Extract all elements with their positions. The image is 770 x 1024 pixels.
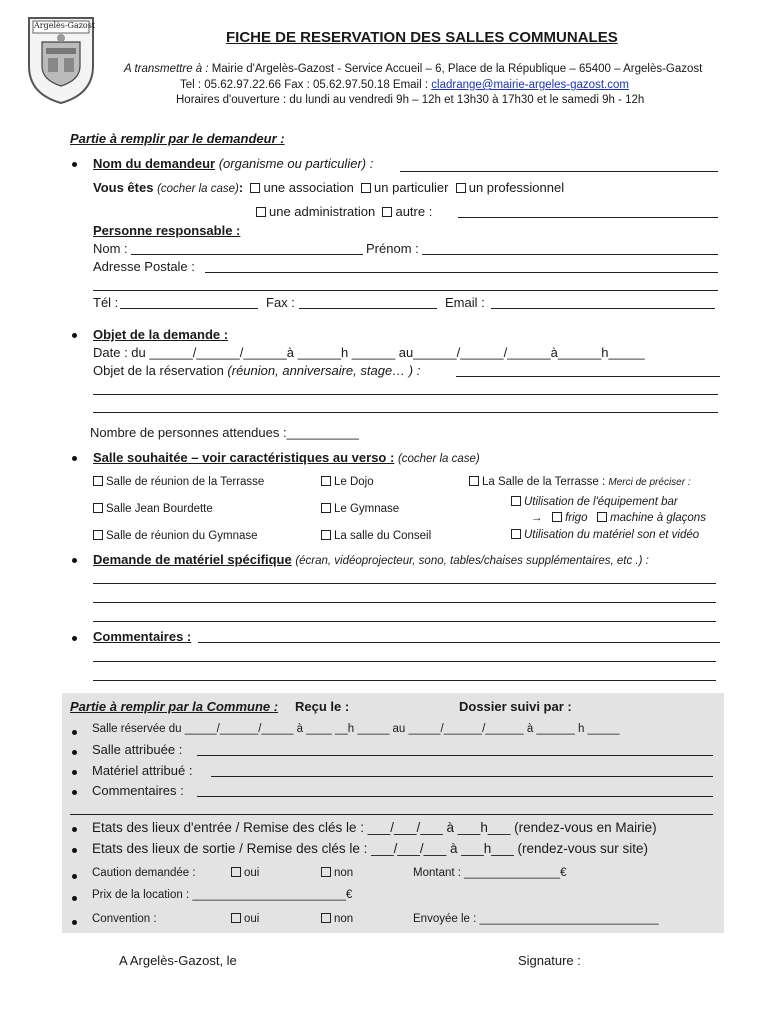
etat-sortie[interactable]: Etats des lieux de sortie / Remise des clés le : ___/___/___ à ___h___ (rendez-vous sur site) bbox=[92, 841, 649, 856]
date-line[interactable]: Date : du ______/______/______à ______h ______ au______/______/______à______h_____ bbox=[93, 345, 645, 360]
bullet bbox=[72, 770, 77, 775]
room-dojo bbox=[321, 476, 374, 488]
bullet bbox=[72, 636, 77, 641]
envoyee-le[interactable]: Envoyée le : ____________________________ bbox=[413, 913, 659, 925]
option-bar bbox=[511, 496, 678, 508]
salle-attribuee-label: Salle attribuée : bbox=[92, 742, 183, 757]
room-gymnase bbox=[321, 503, 399, 515]
convention-non bbox=[321, 913, 353, 925]
room-label: La Salle de la Terrasse : bbox=[482, 476, 606, 488]
email-label: Email : bbox=[445, 295, 485, 310]
email-input[interactable] bbox=[491, 308, 715, 309]
page-title: FICHE DE RESERVATION DES SALLES COMMUNALES bbox=[226, 29, 618, 46]
reservation-input-3[interactable] bbox=[93, 412, 718, 413]
signature-label: Signature : bbox=[518, 953, 581, 968]
bullet bbox=[72, 874, 77, 879]
adresse-label: Adresse Postale : bbox=[93, 259, 195, 274]
commune-commentaires-label: Commentaires : bbox=[92, 783, 184, 798]
place-date: A Argelès-Gazost, le bbox=[119, 953, 237, 968]
room-jean-bourdette bbox=[93, 503, 213, 515]
room-terrasse bbox=[469, 476, 691, 488]
prenom-input[interactable] bbox=[422, 254, 718, 255]
adresse-input[interactable] bbox=[205, 272, 718, 273]
nom-label: Nom : bbox=[93, 241, 128, 256]
nom-input[interactable] bbox=[131, 254, 363, 255]
checkbox-son[interactable] bbox=[511, 529, 521, 539]
materiel-hint: (écran, vidéoprojecteur, sono, tables/chaises supplémentaires, etc .) : bbox=[295, 555, 649, 567]
caution-oui bbox=[231, 867, 259, 879]
section-demandeur-title: Partie à remplir par le demandeur : bbox=[70, 131, 285, 146]
checkbox-administration[interactable] bbox=[256, 207, 266, 217]
room-conseil bbox=[321, 530, 431, 542]
bullet bbox=[72, 730, 77, 735]
commentaires-input-2[interactable] bbox=[93, 661, 716, 662]
checkbox-association[interactable] bbox=[250, 183, 260, 193]
bullet bbox=[72, 162, 77, 167]
section-commune-title: Partie à remplir par la Commune : bbox=[70, 699, 279, 714]
prenom-label: Prénom : bbox=[366, 241, 419, 256]
checkbox-room[interactable] bbox=[321, 476, 331, 486]
option-label: oui bbox=[244, 867, 260, 879]
fax-label: Fax : bbox=[266, 295, 295, 310]
checkbox-convention-non[interactable] bbox=[321, 913, 331, 923]
arrow-icon: → bbox=[531, 512, 543, 524]
adresse-input-2[interactable] bbox=[93, 290, 718, 291]
address-line bbox=[124, 63, 702, 75]
convention-label: Convention : bbox=[92, 913, 157, 925]
option-label: Utilisation du matériel son et vidéo bbox=[524, 529, 700, 541]
bullet bbox=[72, 827, 77, 832]
commentaires-input-1[interactable] bbox=[198, 642, 720, 643]
room-reunion-gymnase bbox=[93, 530, 258, 542]
etat-entree[interactable]: Etats des lieux d'entrée / Remise des clés le : ___/___/___ à ___h___ (rendez-vous en Mairie) bbox=[92, 820, 657, 835]
checkbox-professionnel[interactable] bbox=[456, 183, 466, 193]
checkbox-room[interactable] bbox=[321, 503, 331, 513]
option-frigo-glacons bbox=[531, 512, 706, 524]
option-autre: autre : bbox=[395, 204, 433, 219]
salle-hint: (cocher la case) bbox=[397, 453, 480, 465]
name-label: Nom du demandeur bbox=[93, 156, 216, 171]
room-label: Salle de réunion du Gymnase bbox=[106, 530, 258, 542]
phone-fax: Tel : 05.62.97.22.66 Fax : 05.62.97.50.18 Email : bbox=[180, 79, 429, 91]
vous-etes-row: Vous êtes (cocher la case): une association un particulier un professionnel bbox=[93, 180, 565, 195]
checkbox-autre[interactable] bbox=[382, 207, 392, 217]
commentaires-input-3[interactable] bbox=[93, 680, 716, 681]
bullet bbox=[72, 558, 77, 563]
option-label: non bbox=[334, 913, 354, 925]
room-label: Salle Jean Bourdette bbox=[106, 503, 213, 515]
room-label: Salle de réunion de la Terrasse bbox=[106, 476, 265, 488]
bullet bbox=[72, 848, 77, 853]
checkbox-room[interactable] bbox=[93, 530, 103, 540]
convention-oui bbox=[231, 913, 259, 925]
room-terrasse-reunion bbox=[93, 476, 264, 488]
option-label: machine à glaçons bbox=[610, 512, 706, 524]
commune-commentaires-input[interactable] bbox=[197, 796, 713, 797]
name-label-row bbox=[93, 156, 373, 171]
checkbox-bar[interactable] bbox=[511, 496, 521, 506]
bullet bbox=[72, 333, 77, 338]
salle-title: Salle souhaitée – voir caractéristiques au verso : bbox=[93, 450, 395, 465]
crest-text: Argelès-Gazost bbox=[34, 21, 96, 30]
prix-location[interactable]: Prix de la location : ________________________€ bbox=[92, 889, 353, 901]
salle-reservee[interactable]: Salle réservée du _____/______/_____ à ____ __h _____ au _____/______/______ à ______ h _____ bbox=[92, 723, 620, 735]
salle-attribuee-input[interactable] bbox=[197, 755, 713, 756]
checkbox-particulier[interactable] bbox=[361, 183, 371, 193]
email-link[interactable]: cladrange@mairie-argeles-gazost.com bbox=[431, 79, 629, 91]
option-label: oui bbox=[244, 913, 260, 925]
room-label: La salle du Conseil bbox=[334, 530, 432, 542]
reservation-row bbox=[93, 363, 420, 378]
checkbox-glacons[interactable] bbox=[597, 512, 607, 522]
reservation-input[interactable] bbox=[456, 376, 720, 377]
vous-etes-hint: (cocher la case) bbox=[157, 183, 239, 195]
checkbox-caution-non[interactable] bbox=[321, 867, 331, 877]
reservation-input-2[interactable] bbox=[93, 394, 718, 395]
opening-hours: Horaires d'ouverture : du lundi au vendredi 9h – 12h et 13h30 à 17h30 et le samedi 9h - 12h bbox=[176, 94, 645, 106]
vous-etes-label: Vous êtes bbox=[93, 180, 154, 195]
objet-title: Objet de la demande : bbox=[93, 327, 229, 342]
recu-le: Reçu le : bbox=[295, 699, 350, 714]
reservation-hint: (réunion, anniversaire, stage… ) : bbox=[227, 363, 421, 378]
checkbox-convention-oui[interactable] bbox=[231, 913, 241, 923]
salle-title-row bbox=[93, 450, 480, 465]
address-prefix: A transmettre à : bbox=[124, 63, 209, 75]
option-administration: une administration bbox=[269, 204, 376, 219]
room-label: Le Gymnase bbox=[334, 503, 400, 515]
caution-non bbox=[321, 867, 353, 879]
materiel-input-2[interactable] bbox=[93, 602, 716, 603]
reservation-label: Objet de la réservation bbox=[93, 363, 224, 378]
contact-line bbox=[180, 79, 629, 91]
checkbox-frigo[interactable] bbox=[552, 512, 562, 522]
bullet bbox=[72, 750, 77, 755]
commune-commentaires-input-2[interactable] bbox=[70, 814, 713, 815]
checkbox-room[interactable] bbox=[469, 476, 479, 486]
materiel-input-3[interactable] bbox=[93, 621, 716, 622]
checkbox-room[interactable] bbox=[93, 476, 103, 486]
personne-responsable: Personne responsable : bbox=[93, 223, 241, 238]
personnes-attendues[interactable]: Nombre de personnes attendues :__________ bbox=[90, 425, 359, 440]
name-input[interactable] bbox=[400, 171, 718, 172]
crest-logo bbox=[24, 14, 98, 106]
materiel-attribue-input[interactable] bbox=[211, 776, 713, 777]
materiel-attribue-label: Matériel attribué : bbox=[92, 763, 193, 778]
option-label: frigo bbox=[565, 512, 588, 524]
bullet bbox=[72, 790, 77, 795]
checkbox-room[interactable] bbox=[93, 503, 103, 513]
materiel-row bbox=[93, 552, 649, 567]
name-hint: (organisme ou particulier) : bbox=[218, 156, 374, 171]
merci-preciser: Merci de préciser : bbox=[608, 477, 691, 488]
option-association: une association bbox=[263, 180, 354, 195]
room-label: Le Dojo bbox=[334, 476, 374, 488]
option-professionnel: un professionnel bbox=[468, 180, 565, 195]
option-particulier: un particulier bbox=[374, 180, 449, 195]
address-body: Mairie d'Argelès-Gazost - Service Accueil – 6, Place de la République – 65400 – Argelès-Gazost bbox=[211, 63, 703, 75]
materiel-title: Demande de matériel spécifique bbox=[93, 552, 292, 567]
materiel-input-1[interactable] bbox=[93, 583, 716, 584]
option-label: Utilisation de l'équipement bar bbox=[524, 496, 678, 508]
commentaires-title: Commentaires : bbox=[93, 629, 192, 644]
bullet bbox=[72, 456, 77, 461]
montant[interactable]: Montant : _______________€ bbox=[413, 867, 567, 879]
tel-label: Tél : bbox=[93, 295, 119, 310]
option-label: non bbox=[334, 867, 354, 879]
dossier-suivi: Dossier suivi par : bbox=[459, 699, 572, 714]
autre-input[interactable] bbox=[458, 217, 718, 218]
caution-label: Caution demandée : bbox=[92, 867, 196, 879]
tel-input[interactable] bbox=[120, 308, 258, 309]
checkbox-caution-oui[interactable] bbox=[231, 867, 241, 877]
bullet bbox=[72, 920, 77, 925]
types-row2 bbox=[256, 204, 432, 219]
fax-input[interactable] bbox=[299, 308, 437, 309]
option-son-video bbox=[511, 529, 699, 541]
bullet bbox=[72, 896, 77, 901]
checkbox-room[interactable] bbox=[321, 530, 331, 540]
